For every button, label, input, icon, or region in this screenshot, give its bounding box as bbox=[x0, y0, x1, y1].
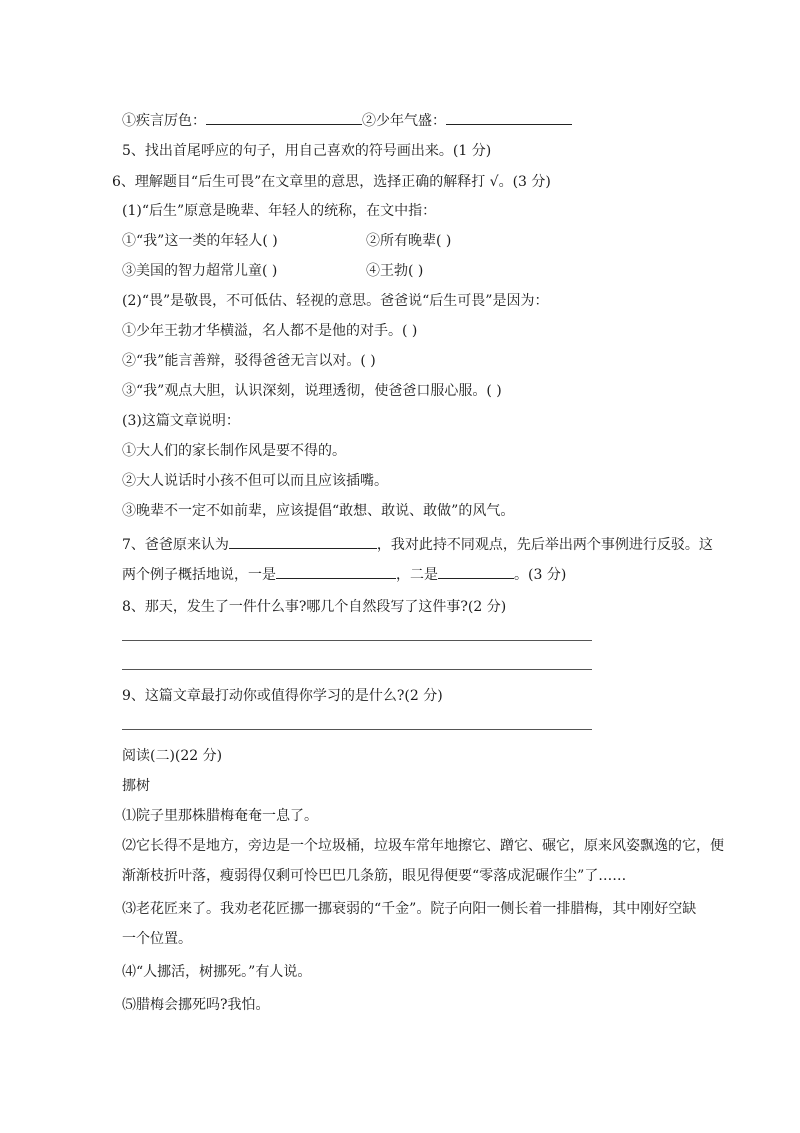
q6-p1-option-1[interactable]: ①“我”这一类的年轻人( ) bbox=[122, 233, 278, 249]
q6-p3-option-3: ③晚辈不一定不如前辈，应该提倡“敢想、敢说、敢做”的风气。 bbox=[122, 503, 515, 519]
q6-title: 6、理解题目“后生可畏”在文章里的意思，选择正确的解释打 √。(3 分) bbox=[112, 174, 551, 190]
q7-e: 。(3 分) bbox=[514, 567, 567, 583]
q6-p2-option-3[interactable]: ③“我”观点大胆，认识深刻，说理透彻，使爸爸口服心服。( ) bbox=[122, 383, 502, 399]
q7-blank-2[interactable] bbox=[276, 564, 396, 579]
q8-answer-line-2[interactable] bbox=[122, 669, 592, 670]
q6-p2-stem: (2)“畏”是敬畏，不可低估、轻视的意思。爸爸说“后生可畏”是因为： bbox=[122, 293, 549, 309]
q7-a: 7、爸爸原来认为 bbox=[122, 537, 229, 553]
q4-b-label: ②少年气盛： bbox=[362, 113, 446, 129]
q7-line-1 bbox=[122, 534, 713, 555]
q4-line bbox=[122, 110, 572, 131]
q8-text: 8、那天，发生了一件什么事?哪几个自然段写了这件事?(2 分) bbox=[122, 599, 507, 615]
q6-p3-option-1: ①大人们的家长制作风是要不得的。 bbox=[122, 443, 346, 459]
q6-p2-option-2[interactable]: ②“我”能言善辩，驳得爸爸无言以对。( ) bbox=[122, 353, 376, 369]
q4-b-blank[interactable] bbox=[446, 110, 572, 125]
reading2-header: 阅读(二)(22 分) bbox=[122, 748, 223, 764]
q5-text: 5、找出首尾呼应的句子，用自己喜欢的符号画出来。(1 分) bbox=[122, 143, 492, 159]
q7-line-2 bbox=[122, 564, 566, 585]
reading2-paragraph-2a: ⑵它长得不是地方，旁边是一个垃圾桶，垃圾车常年地擦它、蹭它、碾它，原来风姿飘逸的它，便 bbox=[122, 838, 724, 854]
q4-a-label: ①疾言厉色： bbox=[122, 113, 206, 129]
q6-p1-stem: (1)“后生”原意是晚辈、年轻人的统称，在文中指： bbox=[122, 203, 437, 219]
q7-d: ，二是 bbox=[396, 567, 438, 583]
reading2-paragraph-2b: 渐渐枝折叶落，瘦弱得仅剩可怜巴巴几条筋，眼见得便要“零落成泥碾作尘”了…… bbox=[122, 868, 627, 884]
q9-answer-line[interactable] bbox=[122, 729, 592, 730]
reading2-paragraph-1: ⑴院子里那株腊梅奄奄一息了。 bbox=[122, 808, 318, 824]
q7-blank-1[interactable] bbox=[229, 534, 377, 549]
q8-answer-line-1[interactable] bbox=[122, 640, 592, 641]
reading2-paragraph-3b: 一个位置。 bbox=[122, 931, 192, 947]
q7-blank-3[interactable] bbox=[438, 564, 514, 579]
q6-p3-option-2: ②大人说话时小孩不但可以而且应该插嘴。 bbox=[122, 473, 388, 489]
q6-p2-option-1[interactable]: ①少年王勃才华横溢，名人都不是他的对手。( ) bbox=[122, 323, 418, 339]
q9-text: 9、这篇文章最打动你或值得你学习的是什么?(2 分) bbox=[122, 688, 443, 704]
q6-p3-stem: (3)这篇文章说明： bbox=[122, 413, 240, 429]
reading2-paragraph-5: ⑸腊梅会挪死吗?我怕。 bbox=[122, 997, 270, 1013]
reading2-title: 挪树 bbox=[122, 778, 150, 794]
reading2-paragraph-4: ⑷“人挪活，树挪死。”有人说。 bbox=[122, 964, 312, 980]
reading2-paragraph-3a: ⑶老花匠来了。我劝老花匠挪一挪衰弱的“千金”。院子向阳一侧长着一排腊梅，其中刚好空缺 bbox=[122, 901, 697, 917]
q6-p1-option-3[interactable]: ③美国的智力超常儿童( ) bbox=[122, 263, 278, 279]
q6-p1-option-4[interactable]: ④王勃( ) bbox=[366, 263, 424, 279]
q7-b: ，我对此持不同观点，先后举出两个事例进行反驳。这 bbox=[376, 537, 713, 553]
q7-c: 两个例子概括地说，一是 bbox=[122, 567, 276, 583]
q4-a-blank[interactable] bbox=[206, 110, 362, 125]
q6-p1-option-2[interactable]: ②所有晚辈( ) bbox=[366, 233, 452, 249]
